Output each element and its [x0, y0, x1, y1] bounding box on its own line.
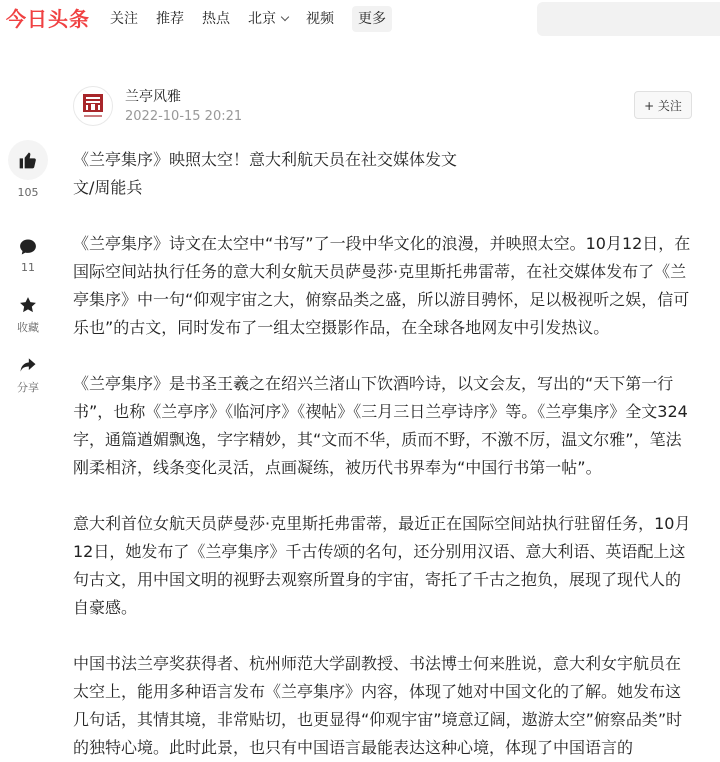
like-circle [8, 140, 48, 180]
author-name[interactable]: 兰亭风雅 [125, 89, 181, 105]
share-label: 分享 [17, 381, 39, 394]
comment-icon [18, 237, 38, 257]
author-avatar[interactable] [73, 86, 113, 126]
thumbs-up-icon [18, 150, 38, 170]
article-paragraph: 《兰亭集序》诗文在太空中“书写”了一段中华文化的浪漫，并映照太空。10月12日，在国际空间站执行任务的意大利女航天员萨曼莎·克里斯托弗雷蒂，在社交媒体发布了《兰亭集序》中一句“仰观宇宙之大，俯察品类之盛，所以游目骋怀，足以极视听之娱，信可乐也”的古文，同时发布了一组太空摄影作品，在全球各地网友中引发热议。 [73, 234, 691, 337]
follow-button[interactable]: + 关注 [634, 91, 692, 119]
chevron-down-icon [281, 13, 289, 21]
top-navigation-bar [0, 0, 720, 38]
nav-recommend[interactable]: 推荐 [156, 11, 184, 27]
favorite-button[interactable] [0, 294, 56, 335]
nav-hot[interactable]: 热点 [202, 11, 230, 27]
favorite-label: 收藏 [17, 321, 39, 334]
article-headline: 《兰亭集序》映照太空！意大利航天员在社交媒体发文 [73, 150, 458, 169]
article-paragraph: 中国书法兰亭奖获得者、杭州师范大学副教授、书法博士何来胜说，意大利女宇航员在太空上，能用多种语言发布《兰亭集序》内容，体现了她对中国文化的了解。她发布这几句话，其情其境，非常贴切，也更显得“仰观宇宙”境意辽阔，遨游太空”俯察品类”时的独特心境。此时此景，也只有中国语言最能表达这种心境，体现了中国语言的 [73, 654, 683, 757]
share-icon [18, 355, 38, 375]
nav-follow[interactable]: 关注 [110, 11, 138, 27]
article-byline: 文/周能兵 [73, 178, 143, 197]
like-count: 105 [17, 186, 39, 199]
star-icon [18, 295, 38, 315]
article-body [73, 146, 695, 762]
nav-video[interactable]: 视频 [306, 11, 334, 27]
share-button[interactable] [0, 354, 56, 395]
nav-city-dropdown[interactable] [248, 6, 288, 32]
article-paragraph: 意大利首位女航天员萨曼莎·克里斯托弗雷蒂，最近正在国际空间站执行驻留任务，10月12日，她发布了《兰亭集序》千古传颂的名句，还分别用汉语、意大利语、英语配上这句古文，用中国文明的视野去观察所置身的宇宙，寄托了千古之抱负，展现了现代人的自豪感。 [73, 514, 691, 617]
article-paragraph: 《兰亭集序》是书圣王羲之在绍兴兰渚山下饮酒吟诗，以文会友，写出的“天下第一行书”，也称《兰亭序》《临河序》《禊帖》《三月三日兰亭诗序》等。《兰亭集序》全文324字，通篇遒媚飘逸，字字精妙，其“文而不华，质而不野，不激不厉，温文尔雅”，笔法刚柔相济，线条变化灵活，点画凝练，被历代书界奉为“中国行书第一帖”。 [73, 374, 688, 477]
publisher-seal-logo [78, 91, 108, 121]
site-logo[interactable]: 今日头条 [6, 7, 90, 31]
comment-count: 11 [21, 261, 35, 274]
nav-city-label: 北京 [248, 11, 276, 27]
comment-button[interactable] [0, 236, 56, 274]
nav-more[interactable]: 更多 [352, 6, 392, 32]
main-nav [110, 6, 410, 32]
search-input[interactable] [537, 2, 720, 36]
publish-time: 2022-10-15 20:21 [125, 109, 243, 124]
like-button[interactable] [0, 140, 56, 199]
